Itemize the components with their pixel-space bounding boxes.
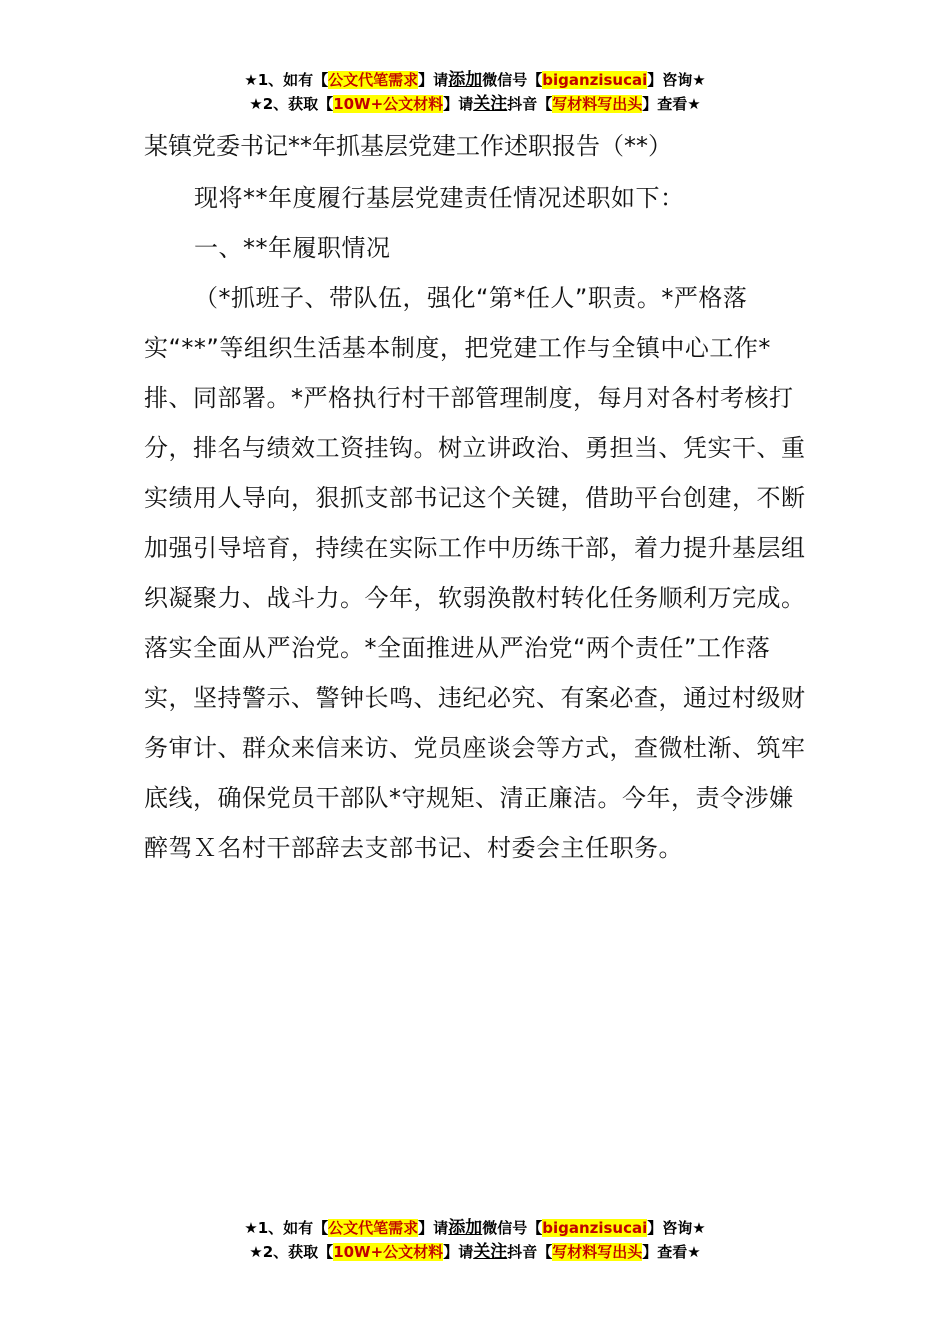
banner-text: 抖音【 <box>507 95 553 113</box>
banner-emphasis: 添加 <box>448 70 483 90</box>
banner-highlight: biganzisucai <box>542 1219 648 1237</box>
intro-paragraph: 现将**年度履行基层党建责任情况述职如下： <box>194 184 685 212</box>
banner-highlight: 公文代笔需求 <box>328 1219 419 1237</box>
banner-text: ★1、如有【 <box>244 1219 329 1237</box>
document-body <box>144 126 808 873</box>
banner-text: ★1、如有【 <box>244 71 329 89</box>
banner-text: ★2、获取【 <box>249 95 334 113</box>
header-banner <box>0 68 950 116</box>
banner-highlight: 公文代笔需求 <box>328 71 419 89</box>
banner-text: 】查看★ <box>642 1243 701 1261</box>
banner-emphasis: 添加 <box>448 1218 483 1238</box>
banner-emphasis: 关注 <box>473 1242 508 1262</box>
banner-text: 】请 <box>443 95 474 113</box>
banner-highlight: 10W+公文材料 <box>333 1243 444 1261</box>
banner-highlight: 10W+公文材料 <box>333 95 444 113</box>
banner-text: 】请 <box>443 1243 474 1261</box>
banner-emphasis: 关注 <box>473 94 508 114</box>
banner-text: 微信号【 <box>482 1219 543 1237</box>
banner-text: 】查看★ <box>642 95 701 113</box>
banner-text: ★2、获取【 <box>249 1243 334 1261</box>
banner-highlight: 写材料写出头 <box>552 1243 643 1261</box>
body-paragraph: （*抓班子、带队伍，强化“第*任人”职责。*严格落实“**”等组织生活基本制度，把党建工作与全镇中心工作*排、同部署。*严格执行村干部管理制度，每月对各村考核打分，排名与绩效工资挂钩。树立讲政治、勇担当、凭实干、重实绩用人导向，狠抓支部书记这个关键，借助平台创建，不断加强引导培育，持续在实际工作中历练干部，着力提升基层组织凝聚力、战斗力。今年，软弱涣散村转化任务顺利万完成。落实全面从严治党。*全面推进从严治党“两个责任”工作落实，坚持警示、警钟长鸣、违纪必究、有案必查，通过村级财务审计、群众来信来访、党员座谈会等方式，查微杜渐、筑牢底线，确保党员干部队*守规矩、清正廉洁。今年，责令涉嫌醉驾Ｘ名村干部辞去支部书记、村委会主任职务。 <box>144 284 806 862</box>
banner-text: 抖音【 <box>507 1243 553 1261</box>
banner-text: 】咨询★ <box>647 1219 706 1237</box>
footer-line-2 <box>0 1240 950 1264</box>
banner-line-1 <box>0 68 950 92</box>
document-title: 某镇党委书记**年抓基层党建工作述职报告（**） <box>144 132 672 160</box>
banner-text: 微信号【 <box>482 71 543 89</box>
banner-text: 】咨询★ <box>647 71 706 89</box>
banner-text: 】请 <box>418 71 449 89</box>
footer-line-1 <box>0 1216 950 1240</box>
section-heading: 一、**年履职情况 <box>194 234 391 262</box>
banner-highlight: 写材料写出头 <box>552 95 643 113</box>
banner-line-2 <box>0 92 950 116</box>
banner-highlight: biganzisucai <box>542 71 648 89</box>
footer-banner <box>0 1216 950 1264</box>
banner-text: 】请 <box>418 1219 449 1237</box>
